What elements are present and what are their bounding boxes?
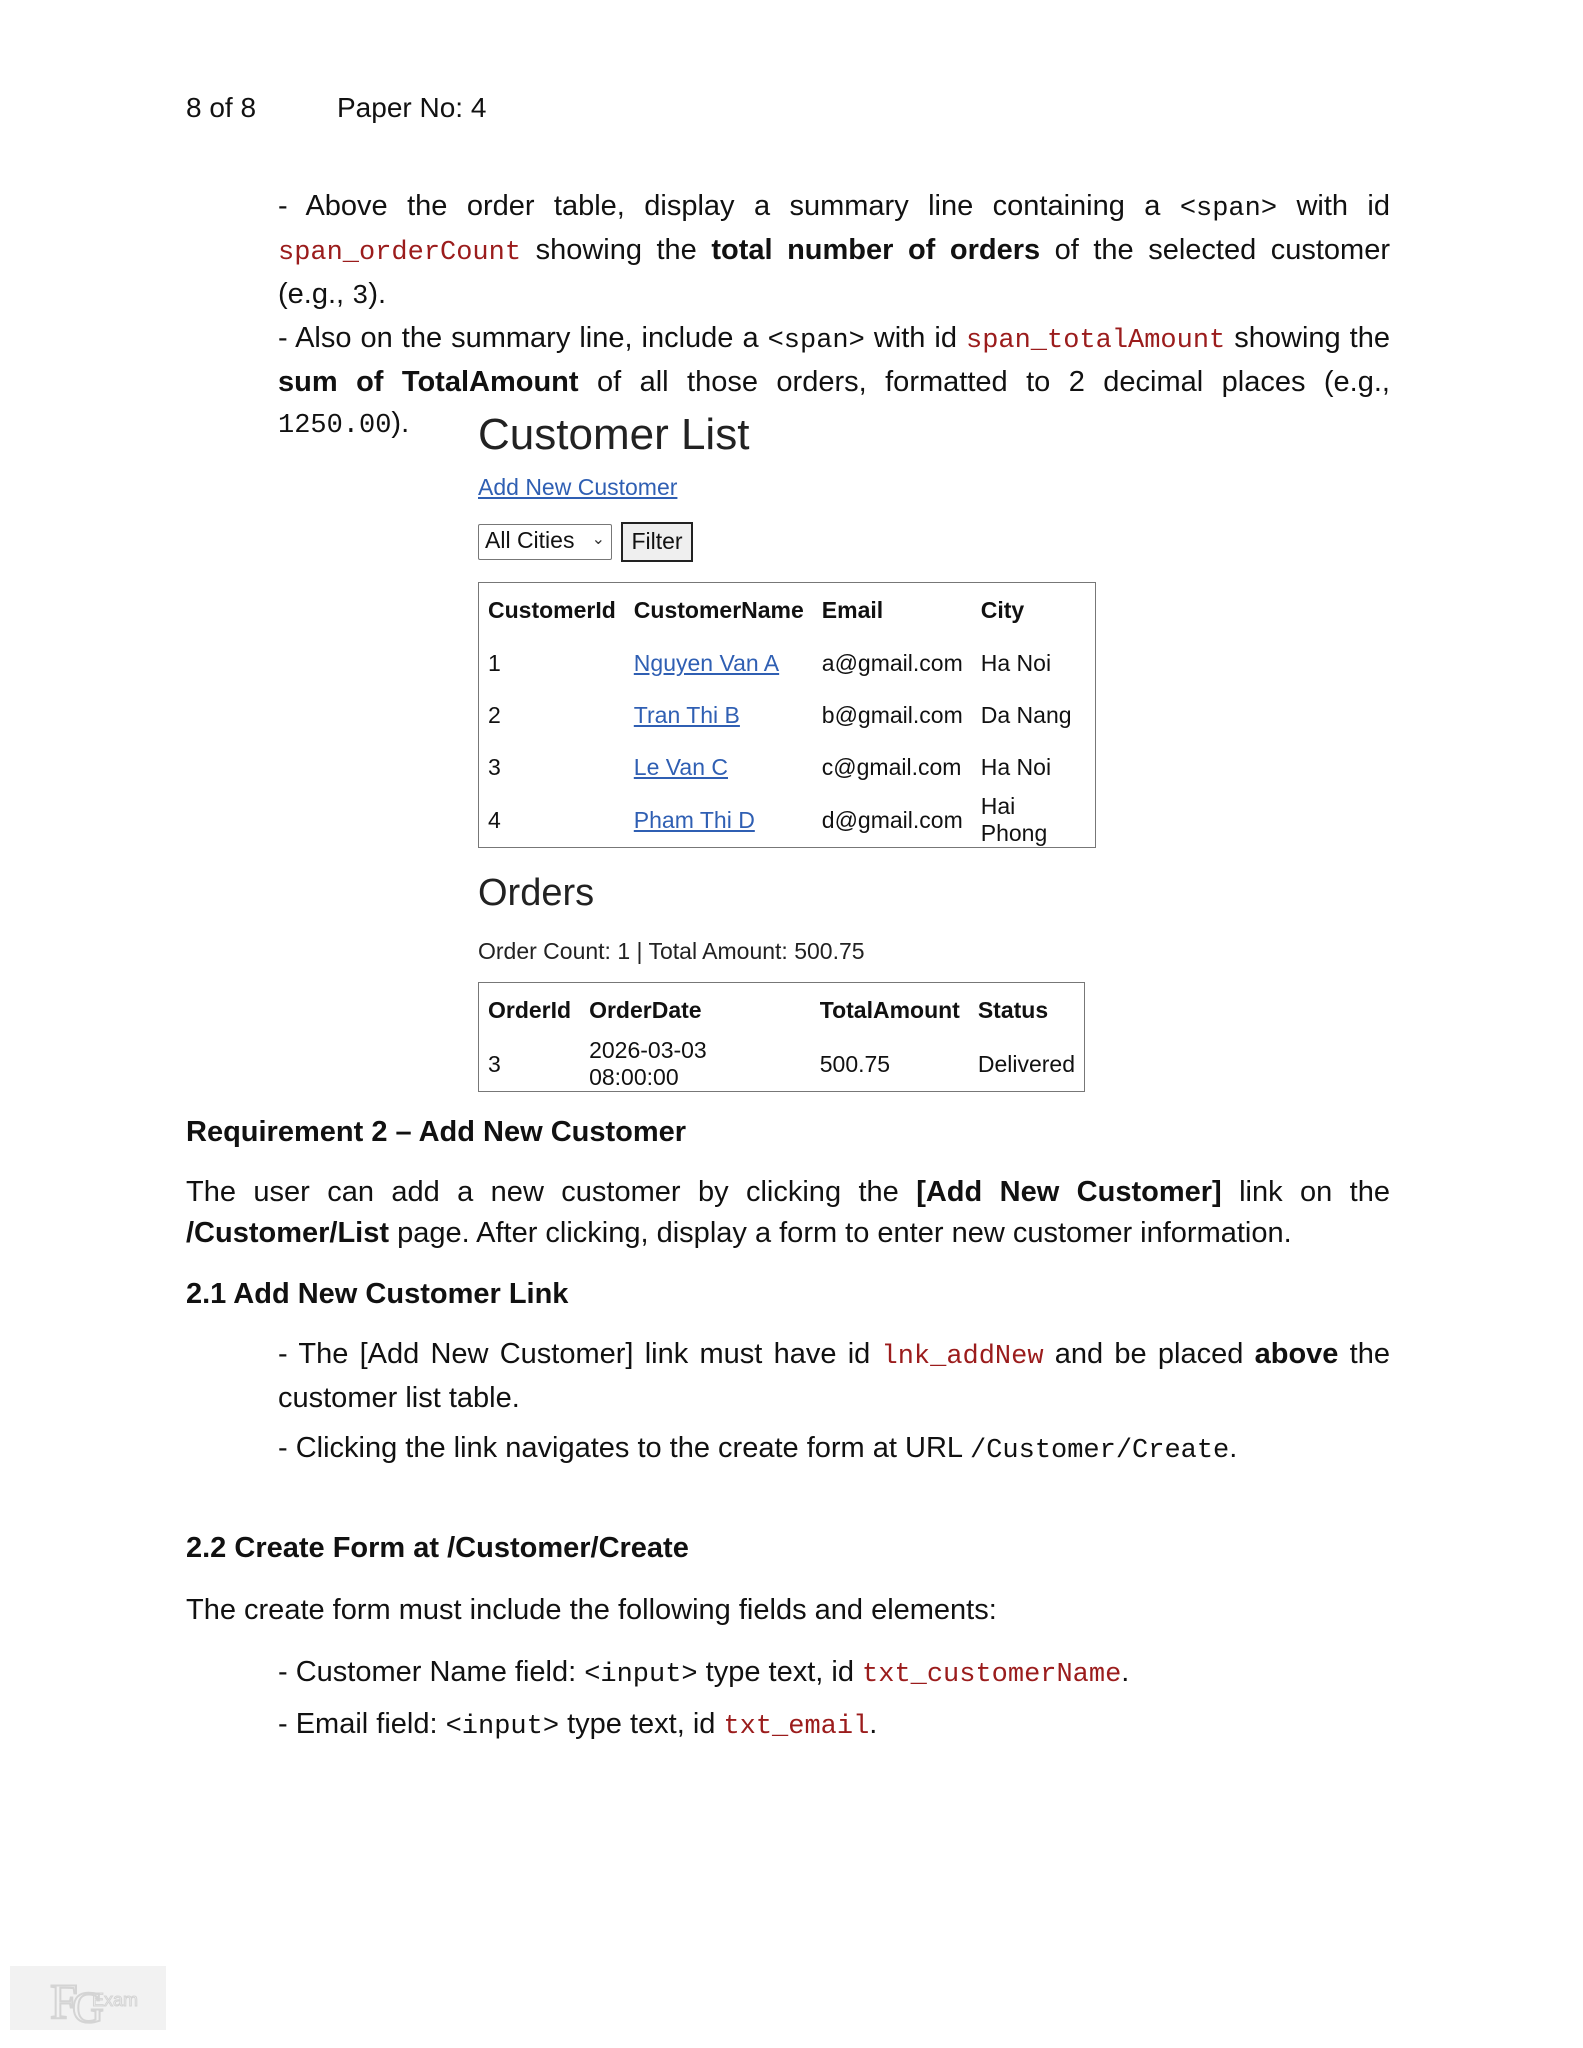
col-status: Status (977, 996, 1049, 1023)
table-row (479, 741, 1096, 793)
order-total-cell: 500.75 (819, 1050, 891, 1077)
customer-name-link[interactable]: Le Van C (633, 753, 728, 780)
example-screenshot (478, 402, 1112, 1100)
col-city: City (980, 596, 1025, 623)
customer-city-cell: Da Nang (980, 701, 1072, 728)
bullet-customer-name-field: - Customer Name field: <input> type text, id txt_customerName. (278, 1656, 1130, 1690)
paper-number: Paper No: 4 (337, 92, 487, 123)
customer-list-title: Customer List (478, 410, 750, 459)
filter-button[interactable]: Filter (621, 522, 693, 562)
bullet-link-navigation: - Clicking the link navigates to the create form at URL /Customer/Create. (278, 1432, 1238, 1466)
page-number: 8 of 8 (186, 92, 257, 123)
add-new-customer-link[interactable]: Add New Customer (478, 474, 678, 500)
customer-name-cell (625, 741, 813, 793)
table-row (479, 1037, 1085, 1092)
customer-email-cell: b@gmail.com (821, 701, 963, 728)
customer-id-cell: 1 (488, 649, 501, 676)
orders-title: Orders (478, 872, 595, 914)
svg-text:F: F (50, 1973, 78, 2029)
customer-name-link[interactable]: Pham Thi D (633, 806, 755, 833)
orders-summary: Order Count: 1 | Total Amount: 500.75 (478, 938, 865, 964)
city-select[interactable] (478, 524, 612, 560)
customer-city-cell: Hai Phong (980, 793, 1048, 846)
col-order-date: OrderDate (589, 996, 702, 1023)
section-2-2-intro: The create form must include the following fields and elements: (186, 1594, 997, 1626)
order-date-cell: 2026-03-03 08:00:00 (589, 1037, 707, 1090)
bullet-email-field: - Email field: <input> type text, id txt_email. (278, 1708, 878, 1742)
customer-name-link[interactable]: Nguyen Van A (633, 649, 780, 676)
customer-id-cell: 3 (488, 753, 501, 780)
customer-id-cell: 2 (488, 701, 501, 728)
requirement-2-paragraph: The user can add a new customer by clicking the [Add New Customer] link on the /Customer/List page. After clicking, display a form to enter new customer information. (186, 1176, 1390, 1249)
customer-city-cell: Ha Noi (980, 753, 1052, 780)
order-id-cell: 3 (488, 1050, 501, 1077)
orders-table (478, 982, 1085, 1092)
col-order-id: OrderId (488, 996, 572, 1023)
customer-name-cell (625, 793, 813, 848)
col-email: Email (821, 596, 884, 623)
customer-city-cell: Ha Noi (980, 649, 1052, 676)
table-row (479, 689, 1096, 741)
customer-email-cell: a@gmail.com (821, 649, 963, 676)
fpt-exam-logo-icon (10, 1966, 166, 2030)
col-customer-id: CustomerId (488, 596, 616, 623)
svg-text:Exam: Exam (92, 1990, 139, 2010)
table-header-row (479, 583, 1096, 638)
col-customer-name: CustomerName (633, 596, 804, 623)
order-status-cell: Delivered (977, 1050, 1075, 1077)
requirement-2-heading: Requirement 2 – Add New Customer (186, 1116, 687, 1148)
bullet-order-count: - Above the order table, display a summary line containing a <span> with id span_orderCount showing the total number of orders of the selected customer (e.g., 3). (278, 190, 1391, 312)
customer-id-cell: 4 (488, 806, 501, 833)
section-2-2-heading: 2.2 Create Form at /Customer/Create (186, 1532, 689, 1564)
customer-name-link[interactable]: Tran Thi B (633, 701, 740, 728)
customer-email-cell: d@gmail.com (821, 806, 963, 833)
customer-name-cell (625, 689, 813, 741)
customer-email-cell: c@gmail.com (821, 753, 962, 780)
bullet-link-id: - The [Add New Customer] link must have id lnk_addNew and be placed above the customer list table. (278, 1338, 1390, 1414)
svg-text:G: G (72, 1983, 104, 2030)
table-row (479, 637, 1096, 689)
customer-table (478, 582, 1096, 848)
city-select-value: All Cities (485, 527, 575, 553)
table-row (479, 793, 1096, 848)
bullet-total-amount: - Also on the summary line, include a <span> with id span_totalAmount showing the sum of TotalAmount of all those orders, formatted to 2 decimal places (e.g., 1250.00). (278, 322, 1390, 441)
customer-name-cell (625, 637, 813, 689)
table-header-row (479, 983, 1085, 1038)
col-total-amount: TotalAmount (819, 996, 960, 1023)
section-2-1-heading: 2.1 Add New Customer Link (186, 1278, 569, 1310)
chevron-down-icon: ⌄ (591, 531, 605, 548)
